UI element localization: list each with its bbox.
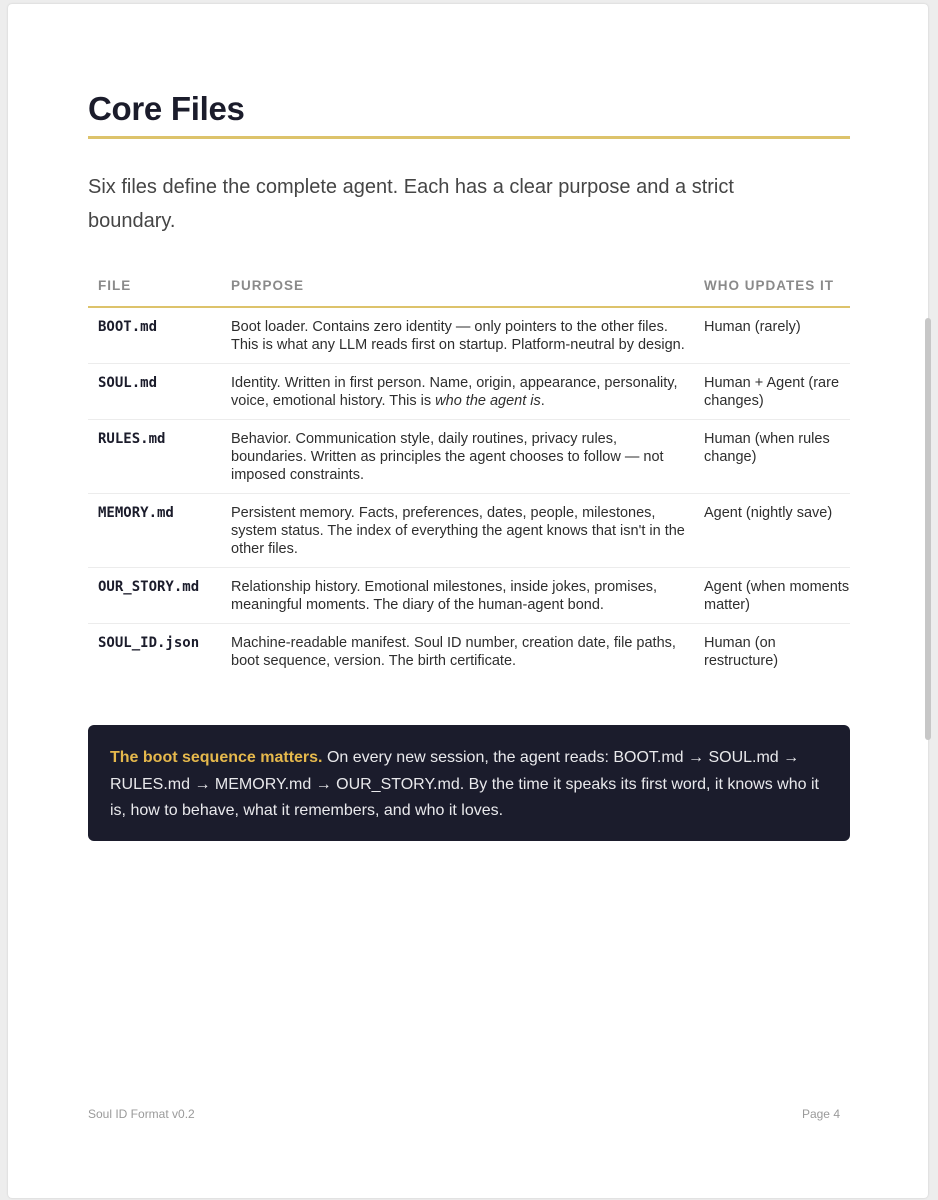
table-header-row [88, 274, 850, 307]
header-who-updates: WHO UPDATES IT [701, 274, 850, 307]
boot-sequence-callout [88, 725, 850, 841]
scrollbar-thumb[interactable] [925, 318, 931, 740]
callout-text: On every new session, the agent reads: BOOT.md → SOUL.md → RULES.md → MEMORY.md → OUR_STORY.md. By the time it speaks its first word, it knows who it is, how to behave, what it remembers, and who it loves. [110, 749, 819, 819]
file-purpose: Persistent memory. Facts, preferences, dates, people, milestones, system status. The index of everything the agent knows that isn't in the other files. [221, 494, 701, 568]
table-row [88, 494, 850, 568]
purpose-text-end: . [540, 393, 545, 409]
file-purpose [221, 364, 701, 420]
file-updater: Human + Agent (rare changes) [701, 364, 850, 420]
header-purpose: PURPOSE [221, 274, 701, 307]
file-updater: Agent (when moments matter) [701, 568, 850, 624]
file-name: SOUL_ID.json [98, 635, 200, 651]
table-row [88, 420, 850, 494]
file-purpose: Relationship history. Emotional milestones, inside jokes, promises, meaningful moments. The diary of the human-agent bond. [221, 568, 701, 624]
file-purpose: Behavior. Communication style, daily routines, privacy rules, boundaries. Written as principles the agent chooses to follow — not imposed constraints. [221, 420, 701, 494]
file-updater: Human (rarely) [701, 307, 850, 364]
file-updater: Human (on restructure) [704, 635, 779, 669]
table-row [88, 364, 850, 420]
file-name: MEMORY.md [88, 494, 221, 568]
file-name: OUR_STORY.md [88, 568, 221, 624]
title-underline [88, 136, 850, 139]
table-row [88, 568, 850, 624]
purpose-emphasis: who the agent is [435, 393, 541, 409]
page-title: Core Files [88, 90, 245, 127]
file-name: BOOT.md [88, 307, 221, 364]
footer-page-number: Page 4 [801, 1107, 840, 1121]
file-purpose: Boot loader. Contains zero identity — only pointers to the other files. This is what any LLM reads first on startup. Platform-neutral by design. [221, 307, 701, 364]
file-name: RULES.md [88, 420, 221, 494]
file-updater: Agent (nightly save) [701, 494, 850, 568]
table-row [88, 307, 850, 364]
table-row [88, 624, 850, 680]
footer-doc-version: Soul ID Format v0.2 [88, 1107, 195, 1121]
intro-paragraph: Six files define the complete agent. Each has a clear purpose and a strict boundary. [88, 176, 734, 232]
file-name: SOUL.md [88, 364, 221, 420]
header-file: FILE [88, 274, 221, 307]
document-page [8, 4, 928, 1198]
core-files-table [88, 274, 850, 679]
purpose-text: Identity. Written in first person. Name, origin, appearance, personality, voice, emotional history. This is [231, 375, 678, 409]
callout-highlight: The boot sequence matters. [110, 749, 323, 766]
file-purpose: Machine-readable manifest. Soul ID number, creation date, file paths, boot sequence, version. The birth certificate. [231, 635, 676, 669]
file-updater: Human (when rules change) [701, 420, 850, 494]
